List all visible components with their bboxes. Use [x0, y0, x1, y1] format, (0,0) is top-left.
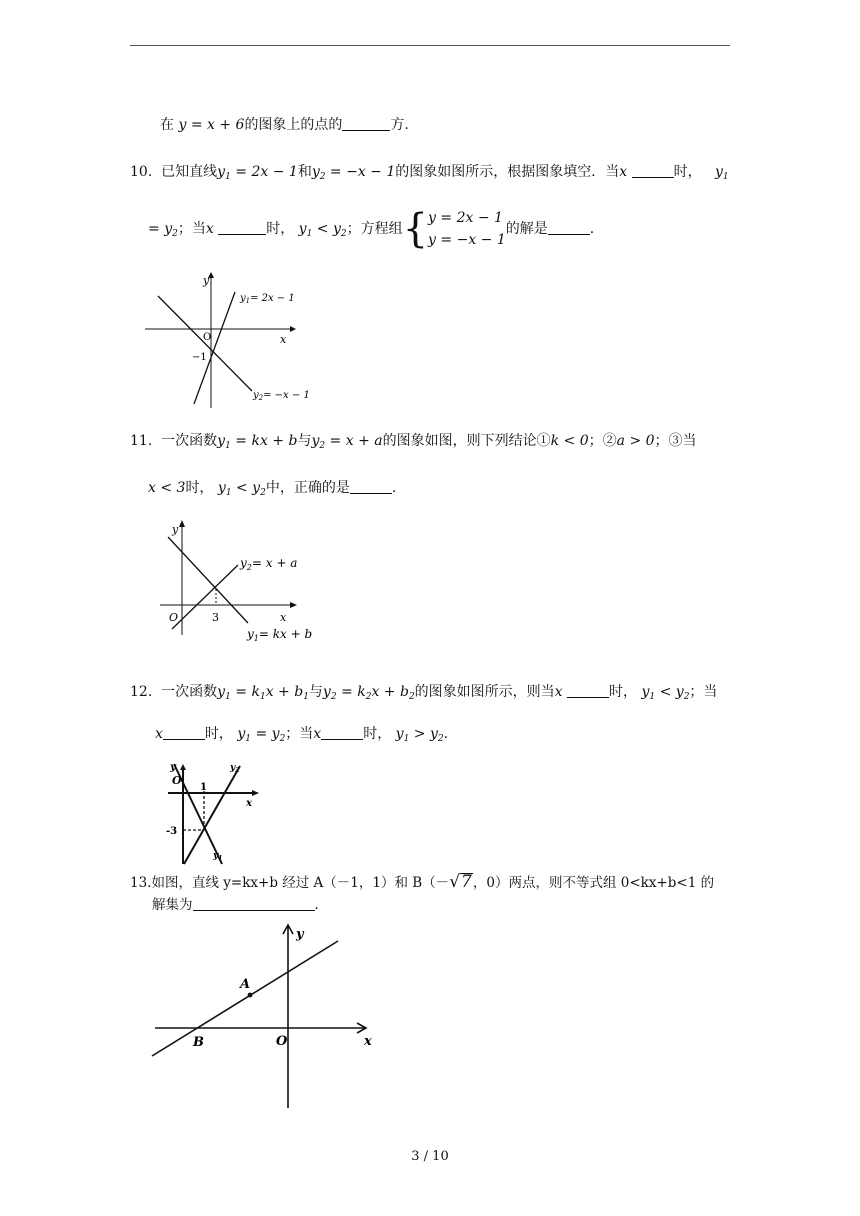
answer-blank[interactable]	[342, 116, 390, 131]
y-axis-label: y	[172, 523, 179, 536]
x-axis-label: x	[280, 611, 287, 624]
line-label-y1: $y_1= 2x - 1$	[240, 293, 295, 305]
tick-label: 3	[212, 611, 219, 624]
q9-tail: 在 y = x + 6的图象上的点的 方.	[160, 117, 409, 133]
answer-blank[interactable]	[350, 479, 392, 494]
q13-line2: 解集为 .	[152, 897, 319, 913]
point-label-b: B	[193, 1035, 204, 1050]
tick-label: -3	[166, 826, 178, 837]
answer-blank[interactable]	[632, 163, 674, 178]
line-label-y2: $y_2$	[230, 763, 240, 774]
q12-line2: x 时， $y_1 = y_2$；当x 时， $y_1 > y_2$.	[155, 726, 449, 744]
q13-line1: 13.如图，直线 y=kx+b 经过 A（－1，1）和 B（－√7，0）两点，则不等式组 0<kx+b<1 的	[130, 872, 715, 892]
point-label-a: A	[240, 977, 251, 992]
y-axis-label: y	[203, 274, 210, 287]
q10-line1: 10. 已知直线$y_1 = 2x - 1$和$y_2 = -x - 1$的图象如图所示，根据图象填空．当x 时， $y_1$	[130, 164, 729, 182]
origin-label: O	[169, 611, 179, 624]
answer-blank[interactable]	[193, 896, 315, 911]
x-axis-label: x	[364, 1034, 372, 1049]
origin-label: O	[276, 1034, 288, 1049]
answer-blank[interactable]	[218, 220, 266, 235]
line-label-y2: $y_2= x + a$	[240, 556, 298, 572]
q11-graph	[150, 517, 330, 647]
q12-line1: 12. 一次函数$y_1 = k_1x + b_1$与$y_2 = k_2x + b_2$的图象如图所示，则当x 时， $y_1 < y_2$；当	[130, 684, 718, 702]
line-label-y1: $y_1=$ kx + b	[247, 627, 313, 643]
q10-line2: = $y_2$；当x 时， $y_1 < y_2$；方程组{y = 2x − 1 y = −x − 1的解是 .	[148, 206, 595, 252]
origin-label: O	[203, 332, 212, 343]
answer-blank[interactable]	[567, 683, 609, 698]
x-axis-label: x	[246, 798, 252, 809]
tick-label: −1	[192, 352, 207, 363]
page-number: 3 / 10	[411, 1149, 449, 1164]
line-label-y2: $y_2= -x - 1$	[253, 390, 310, 402]
y-axis-label: y	[296, 927, 304, 942]
q11-line1: 11. 一次函数$y_1$ = kx + b与$y_2 = x + a$的图象如图，则下列结论①k < 0；②a > 0；③当	[130, 433, 697, 451]
q13-graph	[150, 922, 390, 1112]
q12-graph	[160, 760, 270, 868]
origin-label: O	[172, 774, 182, 787]
q11-line2: x < 3时， $y_1 < y_2$中，正确的是 .	[148, 480, 397, 498]
y-axis-label: y	[170, 762, 176, 773]
answer-blank[interactable]	[321, 725, 363, 740]
answer-blank[interactable]	[163, 725, 205, 740]
x-axis-label: x	[280, 333, 287, 346]
tick-label: 1	[200, 782, 207, 793]
q10-graph	[140, 268, 320, 413]
answer-blank[interactable]	[548, 220, 590, 235]
line-label-y1: $y_1$	[213, 851, 223, 862]
header-rule	[130, 45, 730, 46]
